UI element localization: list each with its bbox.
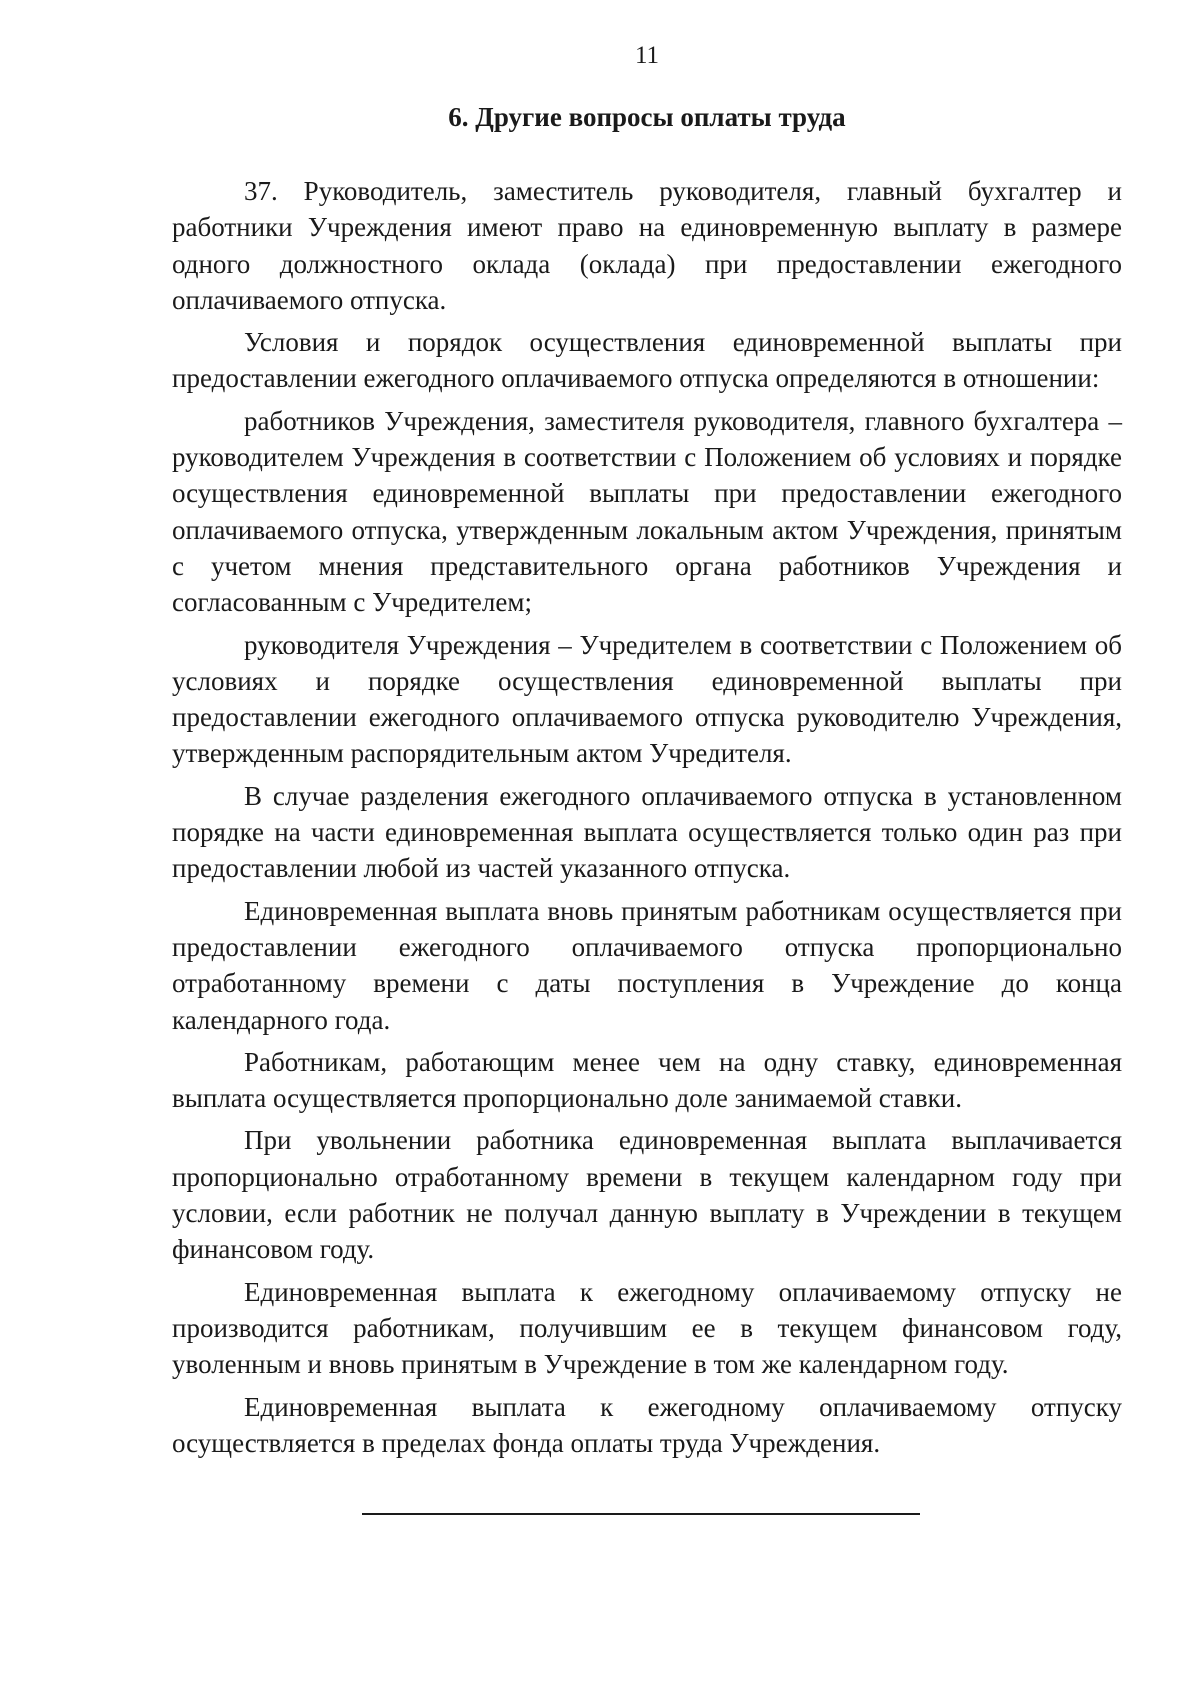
end-of-document-line (362, 1513, 920, 1515)
paragraph: Единовременная выплата к ежегодному оплачиваемому отпуску осуществляется в пределах фонда оплаты труда Учреждения. (172, 1391, 1122, 1458)
document-body (172, 173, 1122, 1467)
paragraph: 37. Руководитель, заместитель руководителя, главный бухгалтер и работники Учреждения имеют право на единовременную выплату в размере одного должностного оклада (оклада) при предоставлении ежегодного оплачиваемого отпуска. (172, 176, 1122, 315)
paragraph: работников Учреждения, заместителя руководителя, главного бухгалтера – руководителем Учреждения в соответствии с Положением об условиях и порядке осуществления единовременной выплаты при предоставлении ежегодного оплачиваемого отпуска, утвержденным локальным актом Учреждения, принятым с учетом мнения представительного органа работников Учреждения и согласованным с Учредителем; (172, 405, 1122, 618)
paragraph: При увольнении работника единовременная выплата выплачивается пропорционально отработанному времени в текущем календарном году при условии, если работник не получал данную выплату в Учреждении в текущем финансовом году. (172, 1125, 1122, 1265)
page-number: 11 (634, 42, 660, 69)
paragraph: Единовременная выплата к ежегодному оплачиваемому отпуску не производится работникам, получившим ее в текущем финансовом году, уволенным и вновь принятым в Учреждение в том же календарном году. (172, 1276, 1122, 1380)
paragraph: руководителя Учреждения – Учредителем в соответствии с Положением об условиях и порядке осуществления единовременной выплаты при предоставлении ежегодного оплачиваемого отпуска руководителю Учреждения, утвержденным распорядительным актом Учредителя. (172, 629, 1122, 769)
paragraph: Работникам, работающим менее чем на одну ставку, единовременная выплата осуществляется пропорционально доле занимаемой ставки. (172, 1046, 1122, 1114)
section-title: 6. Другие вопросы оплаты труда (448, 102, 846, 132)
paragraph: Условия и порядок осуществления единовременной выплаты при предоставлении ежегодного оплачиваемого отпуска определяются в отношении: (172, 327, 1122, 394)
paragraph: В случае разделения ежегодного оплачиваемого отпуска в установленном порядке на части единовременная выплата осуществляется только один раз при предоставлении любой из частей указанного отпуска. (172, 780, 1122, 884)
paragraph: Единовременная выплата вновь принятым работникам осуществляется при предоставлении ежегодного оплачиваемого отпуска пропорционально отработанному времени с даты поступления в Учреждение до конца календарного года. (172, 895, 1122, 1035)
